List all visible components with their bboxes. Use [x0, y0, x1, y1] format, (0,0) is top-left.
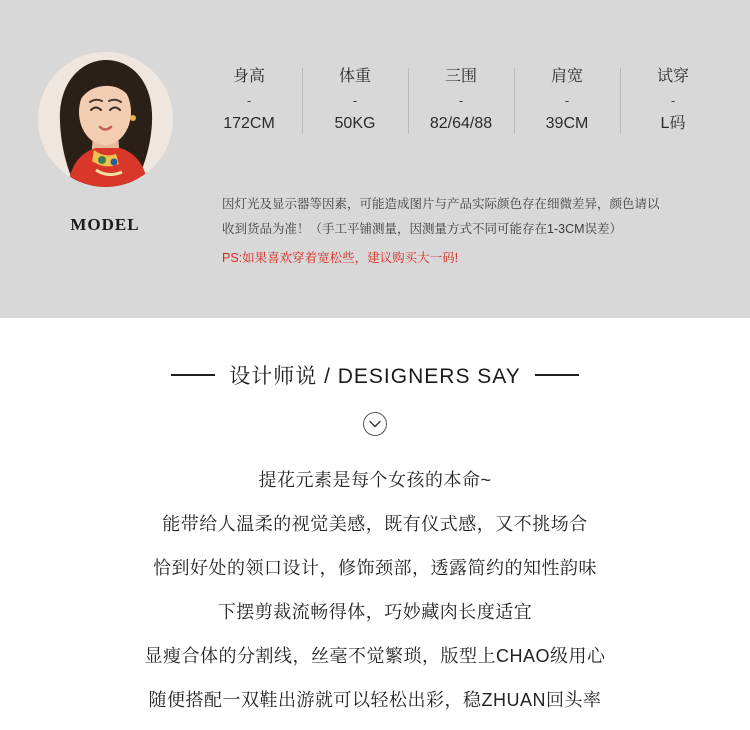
- designer-line: 能带给人温柔的视觉美感，既有仪式感，又不挑场合: [162, 514, 588, 534]
- disclaimer-line-1: 因灯光及显示器等因素，可能造成图片与产品实际颜色存在细微差异，颜色请以: [222, 197, 660, 211]
- spec-value: 39CM: [545, 115, 589, 132]
- designer-line: 提花元素是每个女孩的本命~: [258, 470, 492, 490]
- ps-note: PS:如果喜欢穿着宽松些，建议购买大一码!: [222, 251, 459, 265]
- designers-say-heading: [0, 318, 750, 390]
- spec-title: 体重: [338, 68, 371, 85]
- spec-title: 试穿: [656, 68, 689, 85]
- spec-separator: -: [458, 93, 464, 108]
- spec-value: 50KG: [334, 115, 376, 132]
- spec-title: 三围: [444, 68, 477, 85]
- model-spec-panel: [0, 0, 750, 318]
- spec-column-height: [196, 66, 302, 136]
- designers-say-title: 设计师说 / DESIGNERS SAY: [229, 365, 521, 388]
- spec-value: L码: [660, 115, 686, 132]
- designer-line: 下摆剪裁流畅得体，巧妙藏肉长度适宜: [217, 602, 533, 622]
- chevron-down-icon: [363, 412, 387, 436]
- spec-column-shoulder: [514, 66, 620, 136]
- model-block: [30, 52, 180, 235]
- spec-column-try-on-size: [620, 66, 726, 136]
- spec-column-measurements: [408, 66, 514, 136]
- spec-title: 肩宽: [550, 68, 583, 85]
- spec-separator: -: [670, 93, 676, 108]
- spec-separator: -: [352, 93, 358, 108]
- spec-separator: -: [564, 93, 570, 108]
- designer-line: 随便搭配一双鞋出游就可以轻松出彩，稳ZHUAN回头率: [148, 690, 602, 710]
- disclaimer-notes: [222, 192, 722, 271]
- spec-value: 82/64/88: [429, 115, 493, 132]
- spec-separator: -: [246, 93, 252, 108]
- designers-say-section: [0, 318, 750, 730]
- spec-column-weight: [302, 66, 408, 136]
- designer-line: 恰到好处的领口设计，修饰颈部，透露简约的知性韵味: [153, 558, 597, 578]
- spec-value: 172CM: [223, 115, 275, 132]
- spec-title: 身高: [232, 68, 265, 85]
- model-photo: [38, 52, 173, 187]
- spec-table: [196, 66, 726, 136]
- designers-say-body: [0, 458, 750, 722]
- designer-line: 显瘦合体的分割线，丝毫不觉繁琐，版型上CHAO级用心: [144, 646, 606, 666]
- rule-right-icon: [535, 374, 579, 376]
- disclaimer-line-2: 收到货品为准！（手工平铺测量，因测量方式不同可能存在1-3CM误差）: [222, 222, 623, 236]
- model-caption: MODEL: [70, 215, 140, 234]
- rule-left-icon: [171, 374, 215, 376]
